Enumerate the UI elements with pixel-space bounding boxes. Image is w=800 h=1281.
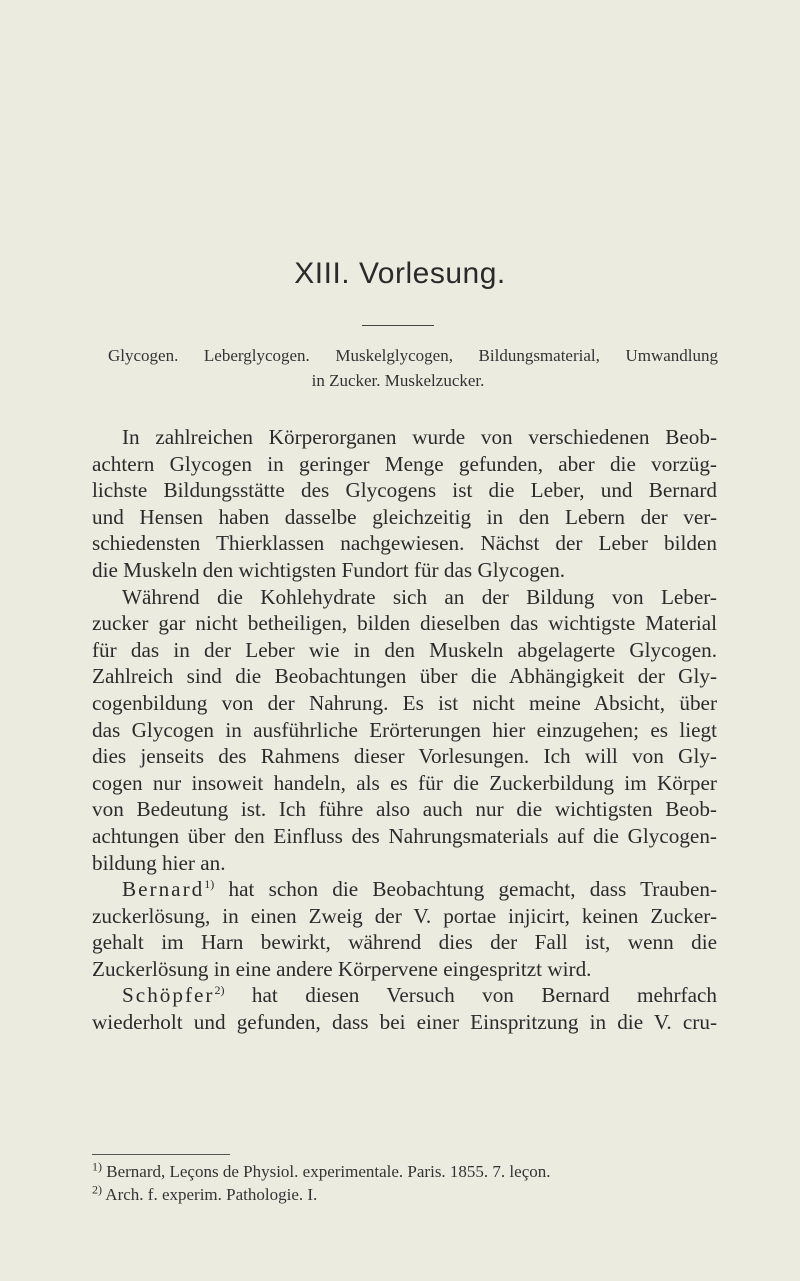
text-line: gehalt im Harn bewirkt, während dies der Fall ist, wenn die: [92, 930, 717, 955]
footnote-ref: 1): [204, 877, 215, 892]
text-line: wiederholt und gefunden, dass bei einer Einspritzung in die V. cru-: [92, 1010, 717, 1035]
text-line: achtungen über den Einfluss des Nahrungsmaterials auf die Glycogen-: [92, 823, 717, 848]
text-line: und Hensen haben dasselbe gleichzeitig in den Lebern der ver-: [92, 504, 717, 529]
footnote-marker: 1): [92, 1159, 102, 1174]
footnotes: [92, 1160, 717, 1206]
text-line: schiedensten Thierklassen nachgewiesen. Nächst der Leber bilden: [92, 531, 717, 556]
text-fragment: hat diesen Versuch von Bernard mehrfach: [224, 983, 717, 1008]
footnote: [92, 1160, 717, 1183]
summary-line: Glycogen. Leberglycogen. Muskelglycogen, Bildungsmaterial, Umwandlung: [108, 346, 718, 365]
footnote-marker: 2): [92, 1182, 102, 1197]
text-line: die Muskeln den wichtigsten Fundort für das Glycogen.: [92, 557, 566, 582]
text-line: bildung hier an.: [92, 850, 226, 875]
footnote-ref: 2): [214, 983, 225, 998]
text-line: achtern Glycogen in geringer Menge gefunden, aber die vorzüg-: [92, 451, 717, 476]
text-line: das Glycogen in ausführliche Erörterungen hier einzugehen; es liegt: [92, 717, 717, 742]
footnote-text: Arch. f. experim. Pathologie. I.: [102, 1185, 318, 1204]
body-text: [92, 424, 717, 1036]
text-fragment: hat schon die Beobachtung gemacht, dass Trauben-: [214, 877, 717, 902]
text-line: von Bedeutung ist. Ich führe also auch nur die wichtigsten Beob-: [92, 797, 717, 822]
text-line: für das in der Leber wie in den Muskeln abgelagerte Glycogen.: [92, 637, 717, 662]
text-line: Zuckerlösung in eine andere Körpervene eingespritzt wird.: [92, 956, 592, 981]
chapter-summary: [108, 343, 718, 393]
text-line: cogenbildung von der Nahrung. Es ist nicht meine Absicht, über: [92, 690, 717, 715]
text-line: dies jenseits des Rahmens dieser Vorlesungen. Ich will von Gly-: [92, 744, 717, 769]
text-line: Zahlreich sind die Beobachtungen über die Abhängigkeit der Gly-: [92, 664, 717, 689]
footnote-divider: [92, 1154, 230, 1155]
text-line: lichste Bildungsstätte des Glycogens ist die Leber, und Bernard: [92, 478, 717, 503]
title-divider: [362, 325, 434, 326]
text-line: [92, 876, 717, 903]
summary-line: in Zucker. Muskelzucker.: [311, 371, 485, 390]
text-line: zucker gar nicht betheiligen, bilden dieselben das wichtigste Material: [92, 611, 717, 636]
text-line: In zahlreichen Körperorganen wurde von verschiedenen Beob-: [122, 425, 717, 449]
author-name: Bernard: [122, 877, 205, 902]
footnote: [92, 1183, 717, 1206]
text-line: zuckerlösung, in einen Zweig der V. portae injicirt, keinen Zucker-: [92, 903, 717, 928]
text-line: [92, 982, 717, 1009]
author-name: Schöpfer: [122, 983, 215, 1008]
chapter-title: XIII. Vorlesung.: [294, 257, 506, 290]
text-line: Während die Kohlehydrate sich an der Bildung von Leber-: [122, 584, 717, 609]
footnote-text: Bernard, Leçons de Physiol. experimentale. Paris. 1855. 7. leçon.: [102, 1162, 551, 1181]
text-line: cogen nur insoweit handeln, als es für die Zuckerbildung im Körper: [92, 770, 717, 795]
